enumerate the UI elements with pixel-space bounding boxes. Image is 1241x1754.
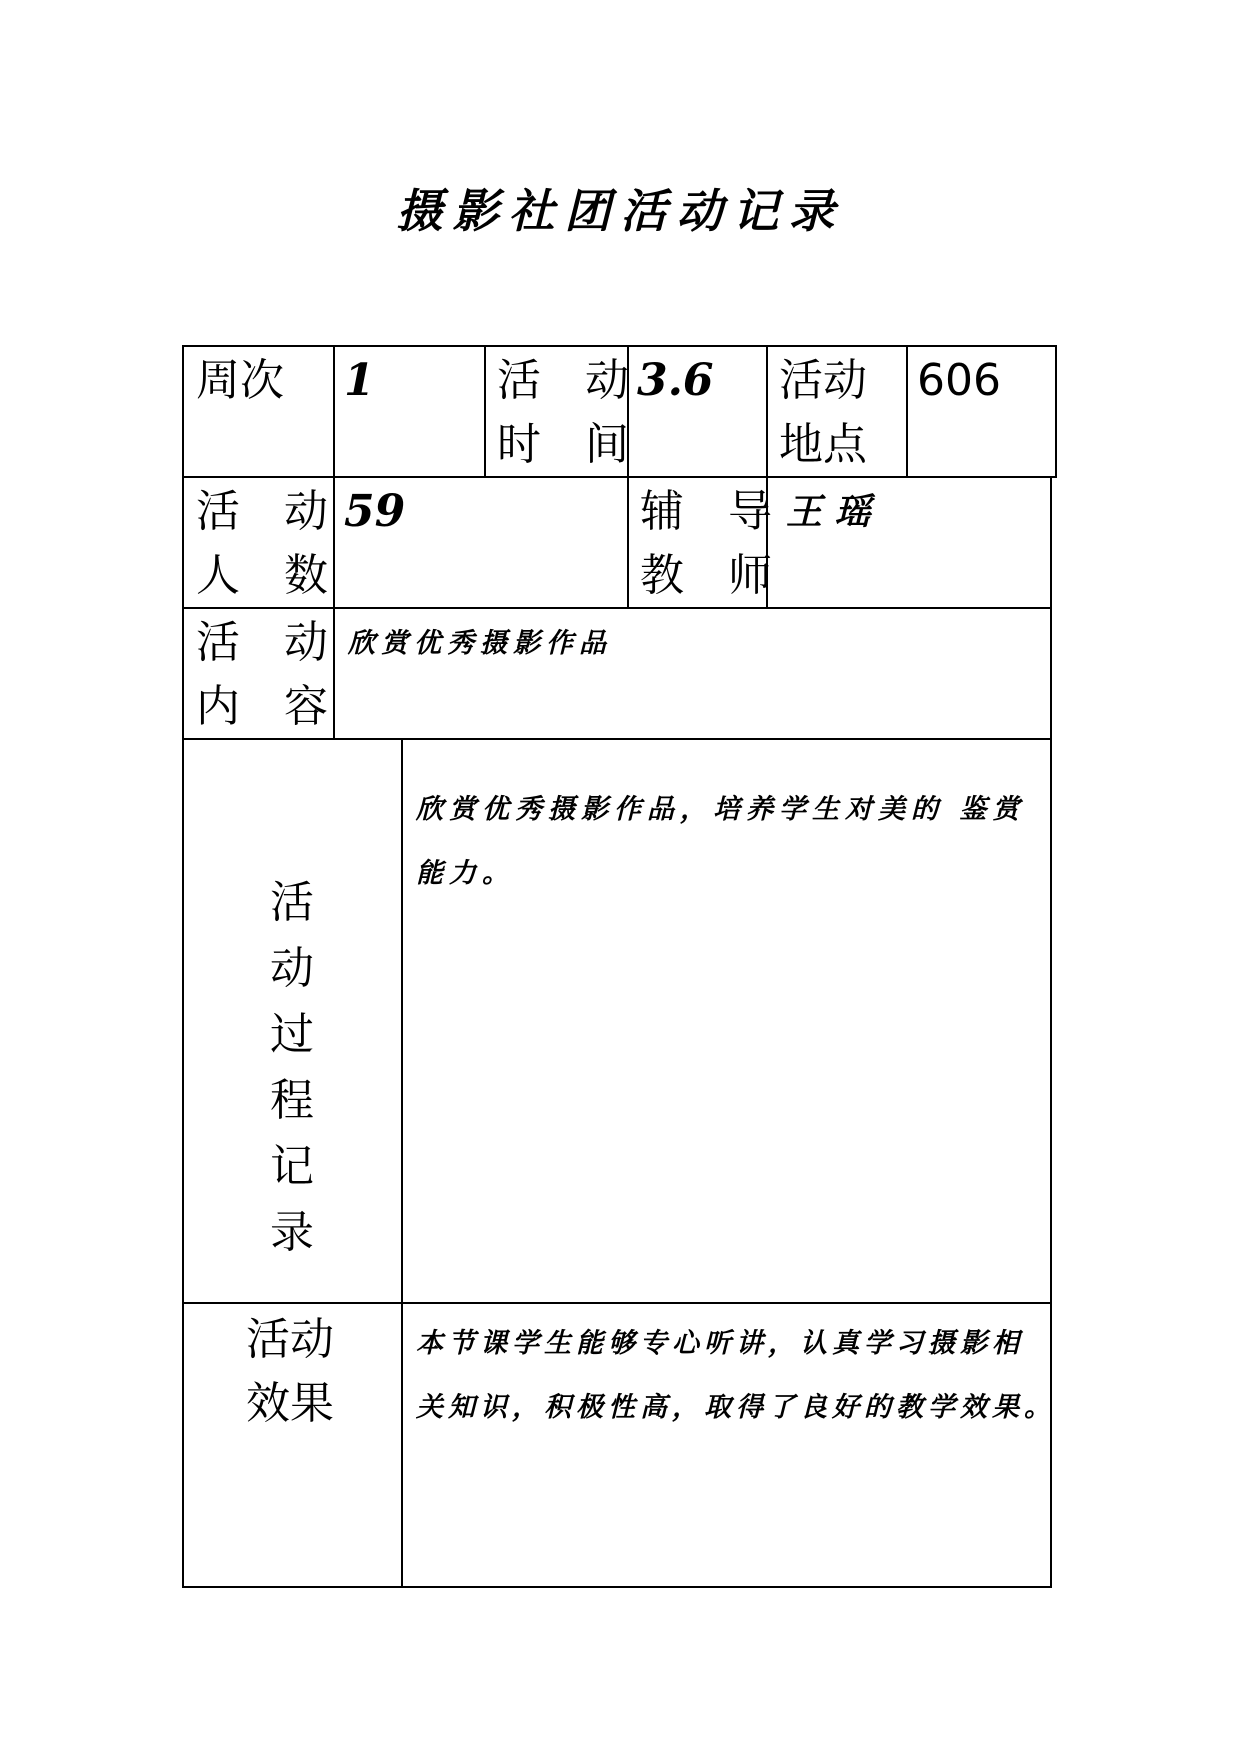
activity-time-label: 活 动 时 间 <box>497 355 629 470</box>
week-label: 周次 <box>196 355 284 406</box>
activity-process-label: 活 动 过 程 记 录 <box>270 877 314 1258</box>
activity-place-label: 活动 地点 <box>779 355 867 470</box>
instructor-label: 辅 导 教 师 <box>640 486 772 601</box>
instructor-value: 王 瑶 <box>786 491 871 533</box>
activity-content-value: 欣赏优秀摄影作品 <box>348 628 612 659</box>
activity-process-value: 欣赏优秀摄影作品，培养学生对美的 鉴赏 能力。 <box>416 794 1026 889</box>
participant-count-label: 活 动 人 数 <box>196 486 328 601</box>
activity-place-value: 606 <box>917 355 1001 406</box>
week-value: 1 <box>344 355 375 406</box>
activity-content-label: 活 动 内 容 <box>196 617 328 732</box>
activity-effect-label: 活动 效果 <box>246 1314 334 1429</box>
participant-count-value: 59 <box>344 486 406 537</box>
activity-time-value: 3.6 <box>637 355 714 406</box>
activity-effect-value: 本节课学生能够专心听讲，认真学习摄影相 关知识，积极性高，取得了良好的教学效果。 <box>416 1328 1056 1423</box>
document-title: 摄影社团活动记录 <box>396 184 845 238</box>
